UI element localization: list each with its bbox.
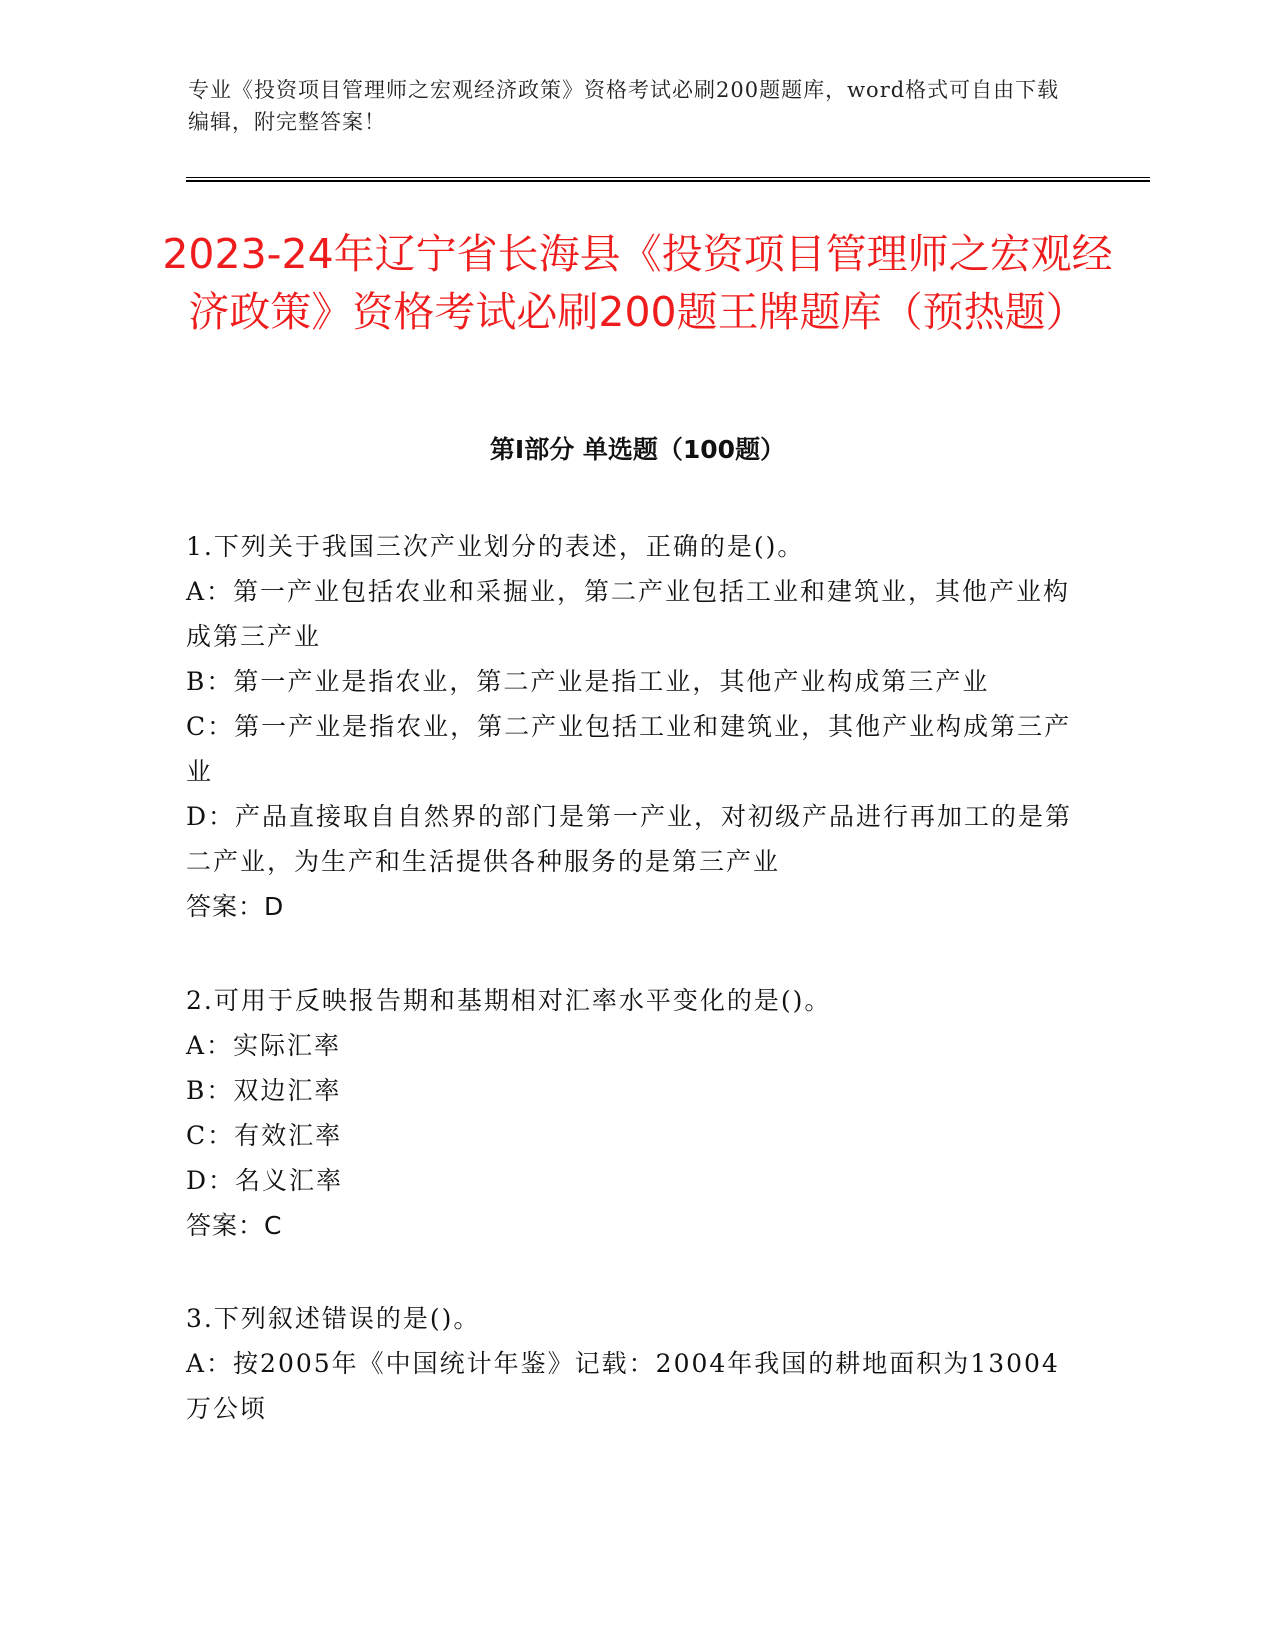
header-divider-thin <box>186 177 1150 178</box>
answer: 答案：C <box>186 1211 283 1240</box>
document-title: 2023-24年辽宁省长海县《投资项目管理师之宏观经济政策》资格考试必刷200题王牌题库（预热题） <box>162 230 1113 336</box>
option-a: A：第一产业包括农业和采掘业，第二产业包括工业和建筑业，其他产业构成第三产业 <box>186 577 1071 651</box>
option-c: C：第一产业是指农业，第二产业包括工业和建筑业，其他产业构成第三产业 <box>186 712 1072 786</box>
question-stem: 3.下列叙述错误的是()。 <box>186 1304 481 1333</box>
header-note: 专业《投资项目管理师之宏观经济政策》资格考试必刷200题题库，word格式可自由下载编辑，附完整答案！ <box>188 78 1060 134</box>
answer: 答案：D <box>186 892 285 921</box>
question-stem: 2.可用于反映报告期和基期相对汇率水平变化的是()。 <box>186 986 832 1015</box>
option-a: A：实际汇率 <box>186 1031 342 1060</box>
option-b: B：第一产业是指农业，第二产业是指工业，其他产业构成第三产业 <box>186 667 990 696</box>
option-b: B：双边汇率 <box>186 1076 342 1105</box>
question-stem: 1.下列关于我国三次产业划分的表述，正确的是()。 <box>186 532 805 561</box>
header-divider-thick <box>186 180 1150 182</box>
option-c: C：有效汇率 <box>186 1121 343 1150</box>
question-1 <box>186 524 1076 929</box>
option-d: D：名义汇率 <box>186 1166 344 1195</box>
option-d: D：产品直接取自自然界的部门是第一产业，对初级产品进行再加工的是第二产业，为生产和生活提供各种服务的是第三产业 <box>186 802 1073 876</box>
question-2 <box>186 978 1076 1248</box>
question-3 <box>186 1296 1076 1431</box>
section-title: 第Ⅰ部分 单选题（100题） <box>489 435 786 464</box>
option-a: A：按2005年《中国统计年鉴》记载：2004年我国的耕地面积为13004万公顷 <box>186 1349 1060 1423</box>
